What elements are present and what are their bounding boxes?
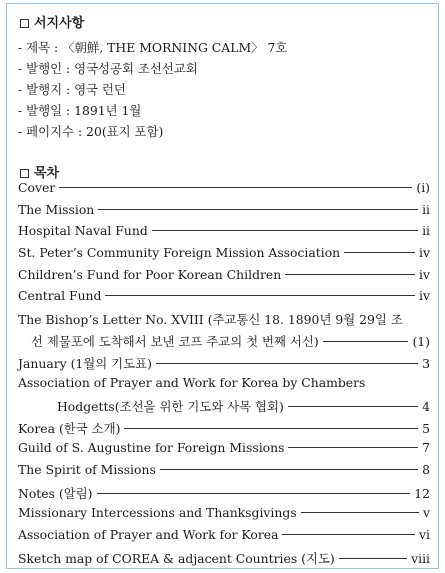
toc-heading — [20, 162, 59, 181]
toc-entry-title: Sketch map of COREA & adjacent Countries (지도) — [18, 550, 335, 566]
toc-heading-text: 목차 — [34, 166, 60, 181]
bib-place-line: - 발행지 : 영국 런던 — [18, 82, 126, 97]
toc-entry-page: vi — [419, 527, 430, 542]
toc-entry-title: Association of Prayer and Work for Korea — [18, 527, 279, 542]
leader-line — [285, 274, 415, 275]
toc-entry-title: Missionary Intercessions and Thanksgivings — [18, 505, 297, 521]
checkbox-square-icon — [20, 169, 29, 178]
bib-heading — [20, 12, 84, 31]
toc-entry — [18, 419, 430, 441]
bib-title-line: - 제목 : 〈朝鮮, THE MORNING CALM〉 7호 — [18, 40, 288, 55]
toc-entry-page: iv — [419, 245, 430, 261]
leader-line — [97, 493, 411, 494]
toc-entry — [18, 354, 430, 376]
toc-entry — [18, 288, 430, 310]
toc-entry-page: 8 — [422, 461, 430, 477]
toc-entry-page: ii — [422, 201, 430, 217]
toc-entry — [18, 267, 430, 289]
toc-entry-page: v — [423, 505, 430, 521]
toc-entry-page: (1) — [412, 333, 430, 349]
bib-publisher-line: - 발행인 : 영국성공회 조선선교회 — [18, 61, 198, 76]
toc-entry-page: (i) — [416, 180, 430, 195]
toc-entry — [18, 223, 430, 245]
toc-entry — [18, 375, 430, 397]
leader-line — [160, 469, 418, 470]
toc-entry — [18, 202, 430, 224]
toc-entry — [18, 245, 430, 267]
bib-pages-line: - 페이지수 : 20(표지 포함) — [18, 124, 164, 139]
toc-entry-title: Notes (알림) — [18, 485, 93, 501]
toc-entry-title: The Spirit of Missions — [18, 461, 156, 477]
toc-entry-page: 7 — [422, 440, 430, 456]
toc-entry-title: Cover — [18, 180, 56, 195]
toc-entry-title: Children’s Fund for Poor Korean Children — [18, 266, 282, 282]
leader-line — [98, 209, 418, 210]
toc-entry-title-cont: 선 제물포에 도착해서 보낸 코프 주교의 첫 번째 서신) — [31, 333, 319, 349]
leader-line — [59, 187, 412, 188]
toc-entry-page: 12 — [414, 485, 430, 501]
toc-entry-page: 5 — [422, 420, 430, 436]
toc-entry-title: January (1월의 기도표) — [18, 355, 152, 371]
toc-entry-title: Korea (한국 소개) — [18, 420, 121, 436]
toc-entry-title: Central Fund — [18, 288, 102, 304]
leader-line — [288, 447, 418, 448]
leader-line — [156, 363, 418, 364]
toc-entry-page: 4 — [422, 398, 430, 414]
toc-entry — [18, 505, 430, 527]
toc-entry-page: viii — [411, 550, 430, 566]
bibliographic-info-panel — [6, 3, 439, 569]
leader-line — [124, 428, 418, 429]
leader-line — [288, 406, 418, 407]
toc-entry-page: ii — [422, 223, 430, 239]
bib-heading-text: 서지사항 — [34, 16, 85, 31]
toc-entry — [18, 549, 430, 571]
toc-list — [18, 180, 430, 570]
leader-line — [105, 295, 415, 296]
toc-entry-title: Guild of S. Augustine for Foreign Missions — [18, 440, 285, 456]
toc-entry — [18, 462, 430, 484]
toc-entry-title: Association of Prayer and Work for Korea by Chambers — [18, 375, 366, 391]
toc-entry-title-cont: Hodgetts(조선을 위한 기도와 사목 협회) — [57, 398, 284, 414]
toc-entry-title: The Bishop’s Letter No. XVIII (주교통신 18. 1890년 9월 29일 조 — [18, 312, 403, 328]
toc-entry-title: Hospital Naval Fund — [18, 223, 148, 239]
leader-line — [323, 341, 409, 342]
toc-entry — [18, 440, 430, 462]
checkbox-square-icon — [20, 19, 29, 28]
leader-line — [344, 252, 415, 253]
toc-entry — [18, 310, 430, 332]
bib-date-line: - 발행일 : 1891년 1월 — [18, 103, 142, 118]
leader-line — [152, 230, 418, 231]
toc-entry-page: 3 — [422, 355, 430, 371]
leader-line — [301, 512, 419, 513]
toc-entry-page: iv — [419, 288, 430, 304]
toc-entry — [18, 484, 430, 506]
toc-entry-title: St. Peter’s Community Foreign Mission Association — [18, 245, 341, 261]
toc-entry-continuation — [18, 332, 430, 354]
toc-entry-page: iv — [419, 266, 430, 282]
leader-line — [339, 558, 407, 559]
toc-entry — [18, 180, 430, 202]
toc-entry — [18, 527, 430, 549]
leader-line — [282, 534, 415, 535]
toc-entry-title: The Mission — [18, 201, 95, 217]
toc-entry-continuation — [18, 397, 430, 419]
